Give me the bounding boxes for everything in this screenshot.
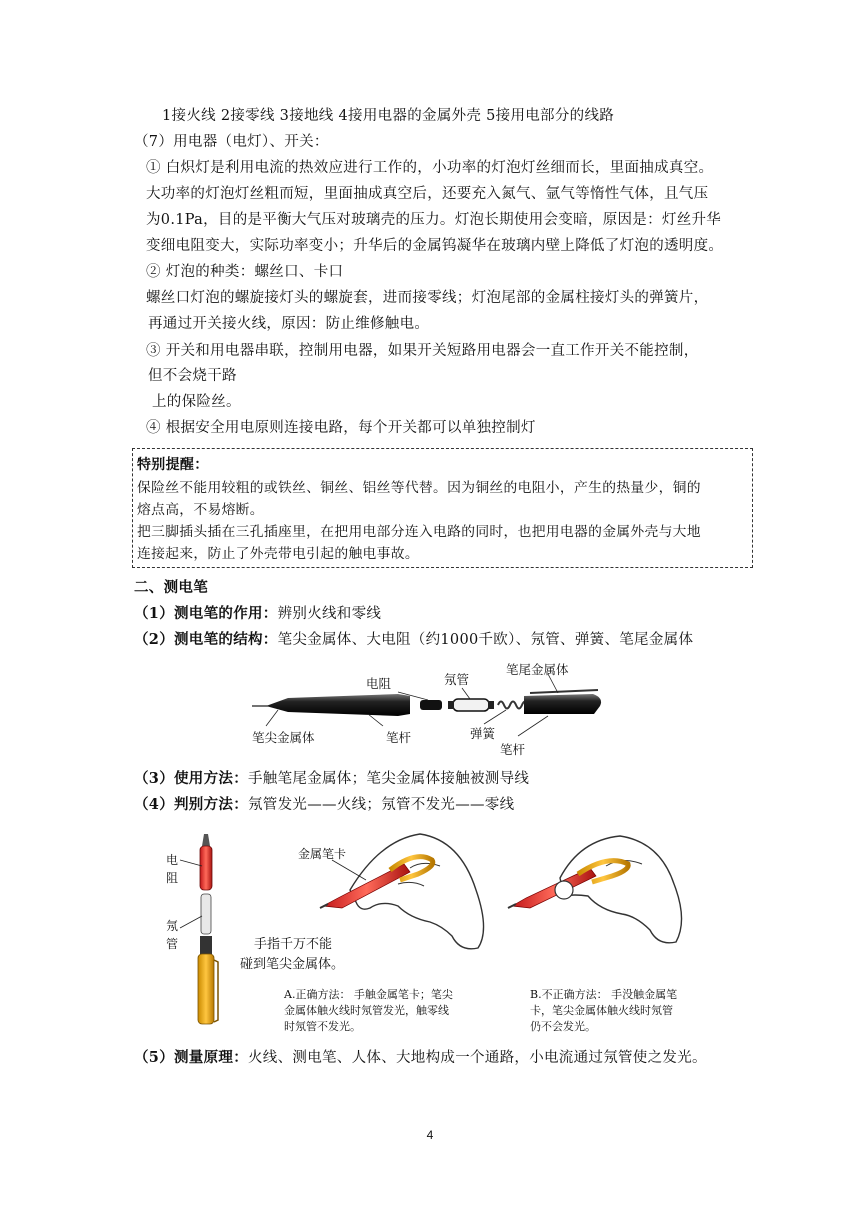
wiring-legend-line: 1接火线 2接零线 3接地线 4接用电器的金属外壳 5接用电部分的线路 bbox=[162, 108, 615, 124]
caption-a-line-1: A.正确方法： 手触金属笔卡；笔尖 bbox=[284, 988, 453, 1001]
item-3-label: （3）使用方法： bbox=[134, 770, 248, 787]
para-1-line-3: 为0.1Pa，目的是平衡大气压对玻璃壳的压力。灯泡长期使用会变暗，原因是：灯丝升华 bbox=[146, 212, 722, 228]
label-v-neon-2: 管 bbox=[166, 937, 179, 951]
para-3-line-1: ③ 开关和用电器串联，控制用电器，如果开关短路用电器会一直工作开关不能控制， bbox=[146, 343, 699, 359]
reminder-line-2: 熔点高，不易熔断。 bbox=[137, 502, 264, 518]
section-2-heading: 二、测电笔 bbox=[134, 579, 208, 596]
label-resistor: 电阻 bbox=[366, 676, 392, 691]
label-barrel-2: 笔杆 bbox=[500, 742, 526, 757]
label-v-resistor-1: 电 bbox=[166, 853, 179, 867]
item-1-text: 辨别火线和零线 bbox=[277, 606, 382, 622]
para-1-line-2: 大功率的灯泡灯丝粗而短，里面抽成真空后，还要充入氮气、氩气等惰性气体，且气压 bbox=[146, 186, 709, 202]
item-2-label: （2）测电笔的结构： bbox=[134, 631, 278, 648]
para-3-line-3: 上的保险丝。 bbox=[152, 394, 241, 410]
para-4-line-1: ④ 根据安全用电原则连接电路，每个开关都可以单独控制灯 bbox=[146, 420, 536, 436]
para-3-line-2: 但不会烧干路 bbox=[148, 368, 237, 384]
label-v-resistor-2: 阻 bbox=[166, 871, 179, 885]
caption-b-line-3: 仍不会发光。 bbox=[530, 1020, 596, 1033]
section-7-title: （7）用电器（电灯）、开关： bbox=[134, 134, 329, 150]
reminder-line-3: 把三脚插头插在三孔插座里，在把用电部分连入电路的同时，也把用电器的金属外壳与大地 bbox=[137, 524, 701, 540]
para-2-line-2: 螺丝口灯泡的螺旋接灯头的螺旋套，进而接零线；灯泡尾部的金属柱接灯头的弹簧片， bbox=[146, 290, 709, 306]
item-5-label: （5）测量原理： bbox=[134, 1049, 248, 1066]
item-1-label: （1）测电笔的作用： bbox=[134, 605, 278, 622]
item-2 bbox=[134, 630, 693, 650]
neon-tube-part bbox=[453, 699, 489, 711]
label-barrel-1: 笔杆 bbox=[386, 730, 412, 745]
para-2-line-3: 再通过开关接火线，原因：防止维修触电。 bbox=[148, 316, 430, 332]
label-metal-clip: 金属笔卡 bbox=[298, 847, 347, 861]
item-5-text: 火线、测电笔、人体、大地构成一个通路，小电流通过氖管使之发光。 bbox=[248, 1050, 707, 1066]
para-1-line-1: ① 白炽灯是利用电流的热效应进行工作的，小功率的灯泡灯丝细而长，里面抽成真空。 bbox=[146, 160, 714, 176]
page-number: 4 bbox=[426, 1128, 434, 1142]
test-pen-structure-figure bbox=[248, 660, 608, 760]
item-2-text: 笔尖金属体、大电阻（约1000千欧）、氖管、弹簧、笔尾金属体 bbox=[277, 632, 694, 648]
para-2-line-1: ② 灯泡的种类：螺丝口、卡口 bbox=[146, 264, 344, 280]
caption-a-line-2: 金属体触火线时氖管发光，触零线 bbox=[284, 1004, 449, 1017]
item-4-label: （4）判别方法： bbox=[134, 796, 248, 813]
test-pen-usage-figure bbox=[160, 830, 720, 1036]
caption-b-line-1: B.不正确方法： 手没触金属笔 bbox=[530, 988, 678, 1001]
pen-rear-barrel bbox=[524, 694, 601, 714]
reminder-line-4: 连接起来，防止了外壳带电引起的触电事故。 bbox=[137, 546, 419, 562]
reminder-title: 特别提醒： bbox=[137, 457, 209, 473]
reminder-line-1: 保险丝不能用较粗的或铁丝、铜丝、铝丝等代替。因为铜丝的电阻小，产生的热量少，铜的 bbox=[137, 480, 701, 496]
hand-incorrect-illustration bbox=[560, 836, 682, 943]
para-1-line-4: 变细电阻变大，实际功率变小；升华后的金属钨凝华在玻璃内壁上降低了灯泡的透明度。 bbox=[146, 238, 724, 254]
item-3-text: 手触笔尾金属体；笔尖金属体接触被测导线 bbox=[248, 771, 530, 787]
item-1 bbox=[134, 604, 381, 624]
vertical-test-pen bbox=[198, 834, 218, 1024]
spring-part bbox=[498, 702, 528, 709]
caption-b-line-2: 卡，笔尖金属体触火线时氖管 bbox=[530, 1004, 673, 1017]
item-4-text: 氖管发光——火线；氖管不发光——零线 bbox=[248, 797, 515, 813]
label-v-neon-1: 氖 bbox=[166, 919, 179, 933]
item-4 bbox=[134, 795, 514, 815]
label-spring: 弹簧 bbox=[470, 726, 496, 741]
label-tip-metal: 笔尖金属体 bbox=[252, 730, 315, 745]
warning-line-1: 手指千万不能 bbox=[254, 937, 333, 952]
label-tail-metal: 笔尾金属体 bbox=[506, 662, 569, 677]
pen-front-barrel bbox=[266, 694, 410, 716]
label-neon-tube: 氖管 bbox=[444, 672, 470, 687]
item-5 bbox=[134, 1048, 707, 1068]
resistor-part bbox=[420, 700, 442, 710]
item-3 bbox=[134, 769, 529, 789]
caption-a-line-3: 时氖管不发光。 bbox=[284, 1020, 361, 1033]
warning-line-2: 碰到笔尖金属体。 bbox=[240, 957, 345, 972]
